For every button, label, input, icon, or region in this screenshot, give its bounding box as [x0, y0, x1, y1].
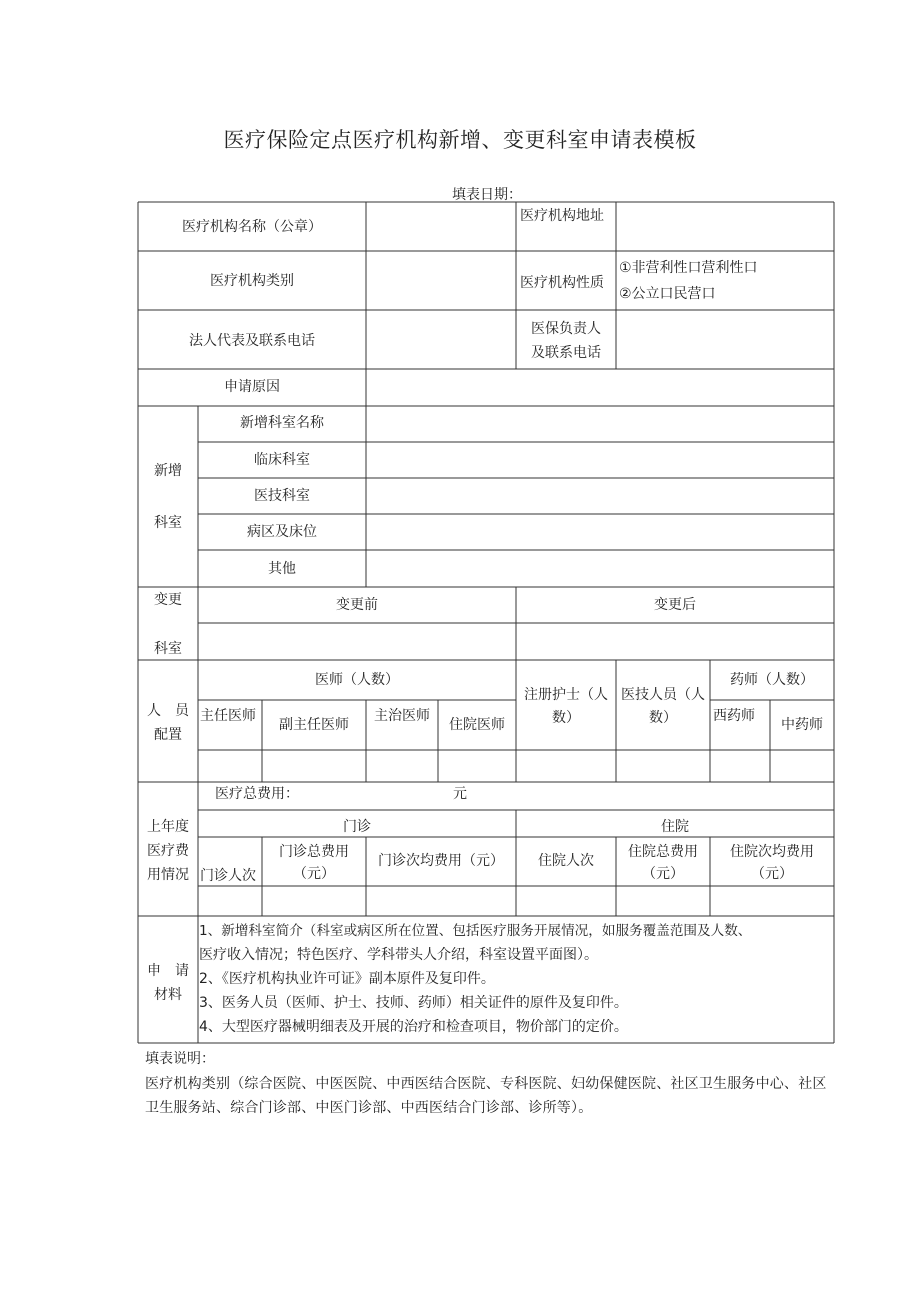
- ward-beds-field[interactable]: [367, 515, 833, 549]
- change-before-label: 变更前: [336, 597, 378, 613]
- legal-rep-label: 法人代表及联系电话: [189, 333, 315, 349]
- nature-option-ownership[interactable]: ②公立口民营口: [619, 286, 716, 302]
- notes-body: 医疗机构类别（综合医院、中医医院、中西医结合医院、专科医院、妇幼保健医院、社区卫生服务中心、社区卫生服务站、综合门诊部、中医门诊部、中西医结合门诊部、诊所等）。: [145, 1076, 827, 1116]
- institution-name-label: 医疗机构名称（公章）: [182, 219, 322, 235]
- legal-rep-field[interactable]: [367, 311, 515, 368]
- western-pharmacist-label: 西药师: [713, 708, 755, 724]
- reason-label: 申请原因: [224, 379, 280, 395]
- insurance-head-label-line1: 医保负责人: [531, 321, 601, 337]
- new-dept-row-medtech: 医技科室: [254, 488, 310, 504]
- institution-nature-label: 医疗机构性质: [520, 275, 604, 291]
- materials-item-3: 3、医务人员（医师、护士、技师、药师）相关证件的原件及复印件。: [199, 995, 628, 1011]
- new-dept-row-other: 其他: [268, 561, 296, 577]
- reason-field[interactable]: [367, 370, 833, 405]
- outpatient-total-label-line1: 门诊总费用: [279, 844, 349, 860]
- staff-group-label-2: 配置: [154, 727, 182, 743]
- cost-group-label-3: 用情况: [147, 867, 189, 883]
- staff-group-label-1: 人 员: [147, 703, 189, 719]
- fill-date-label: 填表日期：: [452, 187, 522, 203]
- materials-group-label-2: 材料: [154, 987, 182, 1003]
- materials-item-4: 4、大型医疗器械明细表及开展的治疗和检查项目，物价部门的定价。: [199, 1019, 628, 1035]
- new-dept-row-name: 新增科室名称: [240, 415, 324, 431]
- new-dept-group-label-2: 科室: [154, 515, 182, 531]
- institution-name-field[interactable]: [367, 203, 515, 250]
- materials-item-1-line1: 1、新增科室简介（科室或病区所在位置、包括医疗服务开展情况，如服务覆盖范围及人数、: [199, 923, 752, 939]
- institution-type-field[interactable]: [367, 252, 515, 309]
- deputy-chief-physician-label: 副主任医师: [279, 717, 349, 733]
- insurance-head-field[interactable]: [617, 311, 833, 368]
- change-after-label: 变更后: [654, 597, 696, 613]
- other-field[interactable]: [367, 551, 833, 586]
- nature-option-profit[interactable]: ①非营利性口营利性口: [619, 260, 758, 276]
- total-cost-label: 医疗总费用：: [215, 786, 299, 802]
- cost-group-label-1: 上年度: [147, 819, 189, 835]
- insurance-head-label-line2: 及联系电话: [531, 345, 601, 361]
- new-dept-row-clinical: 临床科室: [254, 452, 310, 468]
- inpatient-visits-label: 住院人次: [538, 853, 594, 869]
- chinese-pharmacist-label: 中药师: [781, 717, 823, 733]
- outpatient-total-label-line2: （元）: [293, 866, 335, 882]
- institution-address-field[interactable]: [617, 203, 833, 250]
- inpatient-total-label-line2: （元）: [642, 866, 684, 882]
- pharmacist-header: 药师（人数）: [730, 672, 814, 688]
- materials-item-1-line2: 医疗收入情况；特色医疗、学科带头人介绍，科室设置平面图）。: [199, 947, 598, 963]
- change-after-field[interactable]: [517, 624, 833, 659]
- nurse-label-line1: 注册护士（人: [524, 687, 608, 703]
- change-before-field[interactable]: [199, 624, 515, 659]
- inpatient-total-label-line1: 住院总费用: [628, 844, 698, 860]
- inpatient-avg-label-line1: 住院次均费用: [730, 844, 814, 860]
- attending-physician-label: 主治医师: [374, 708, 430, 724]
- form-title: 医疗保险定点医疗机构新增、变更科室申请表模板: [223, 128, 697, 152]
- new-dept-name-field[interactable]: [367, 407, 833, 441]
- new-dept-group-label-1: 新增: [154, 463, 182, 479]
- institution-type-label: 医疗机构类别: [210, 273, 294, 289]
- materials-item-2: 2、《医疗机构执业许可证》副本原件及复印件。: [199, 971, 495, 987]
- new-dept-row-ward: 病区及床位: [247, 524, 317, 540]
- inpatient-header: 住院: [661, 819, 689, 835]
- materials-group-label-1: 申 请: [147, 963, 189, 979]
- outpatient-avg-label: 门诊次均费用（元）: [378, 853, 504, 869]
- nurse-label-line2: 数）: [552, 710, 580, 726]
- clinical-dept-field[interactable]: [367, 443, 833, 477]
- cost-group-label-2: 医疗费: [147, 843, 189, 859]
- notes-title: 填表说明：: [145, 1051, 215, 1067]
- outpatient-header: 门诊: [343, 819, 371, 835]
- medtech-dept-field[interactable]: [367, 479, 833, 513]
- doctor-header: 医师（人数）: [315, 672, 399, 688]
- tech-label-line1: 医技人员（人: [621, 687, 705, 703]
- inpatient-avg-label-line2: （元）: [751, 866, 793, 882]
- outpatient-visits-label: 门诊人次: [200, 868, 256, 884]
- tech-label-line2: 数）: [649, 710, 677, 726]
- resident-physician-label: 住院医师: [449, 717, 505, 733]
- institution-address-label: 医疗机构地址: [520, 208, 604, 224]
- change-dept-group-label-2: 科室: [154, 641, 182, 657]
- chief-physician-label: 主任医师: [200, 708, 256, 724]
- change-dept-group-label-1: 变更: [154, 592, 182, 608]
- total-cost-unit: 元: [453, 786, 467, 802]
